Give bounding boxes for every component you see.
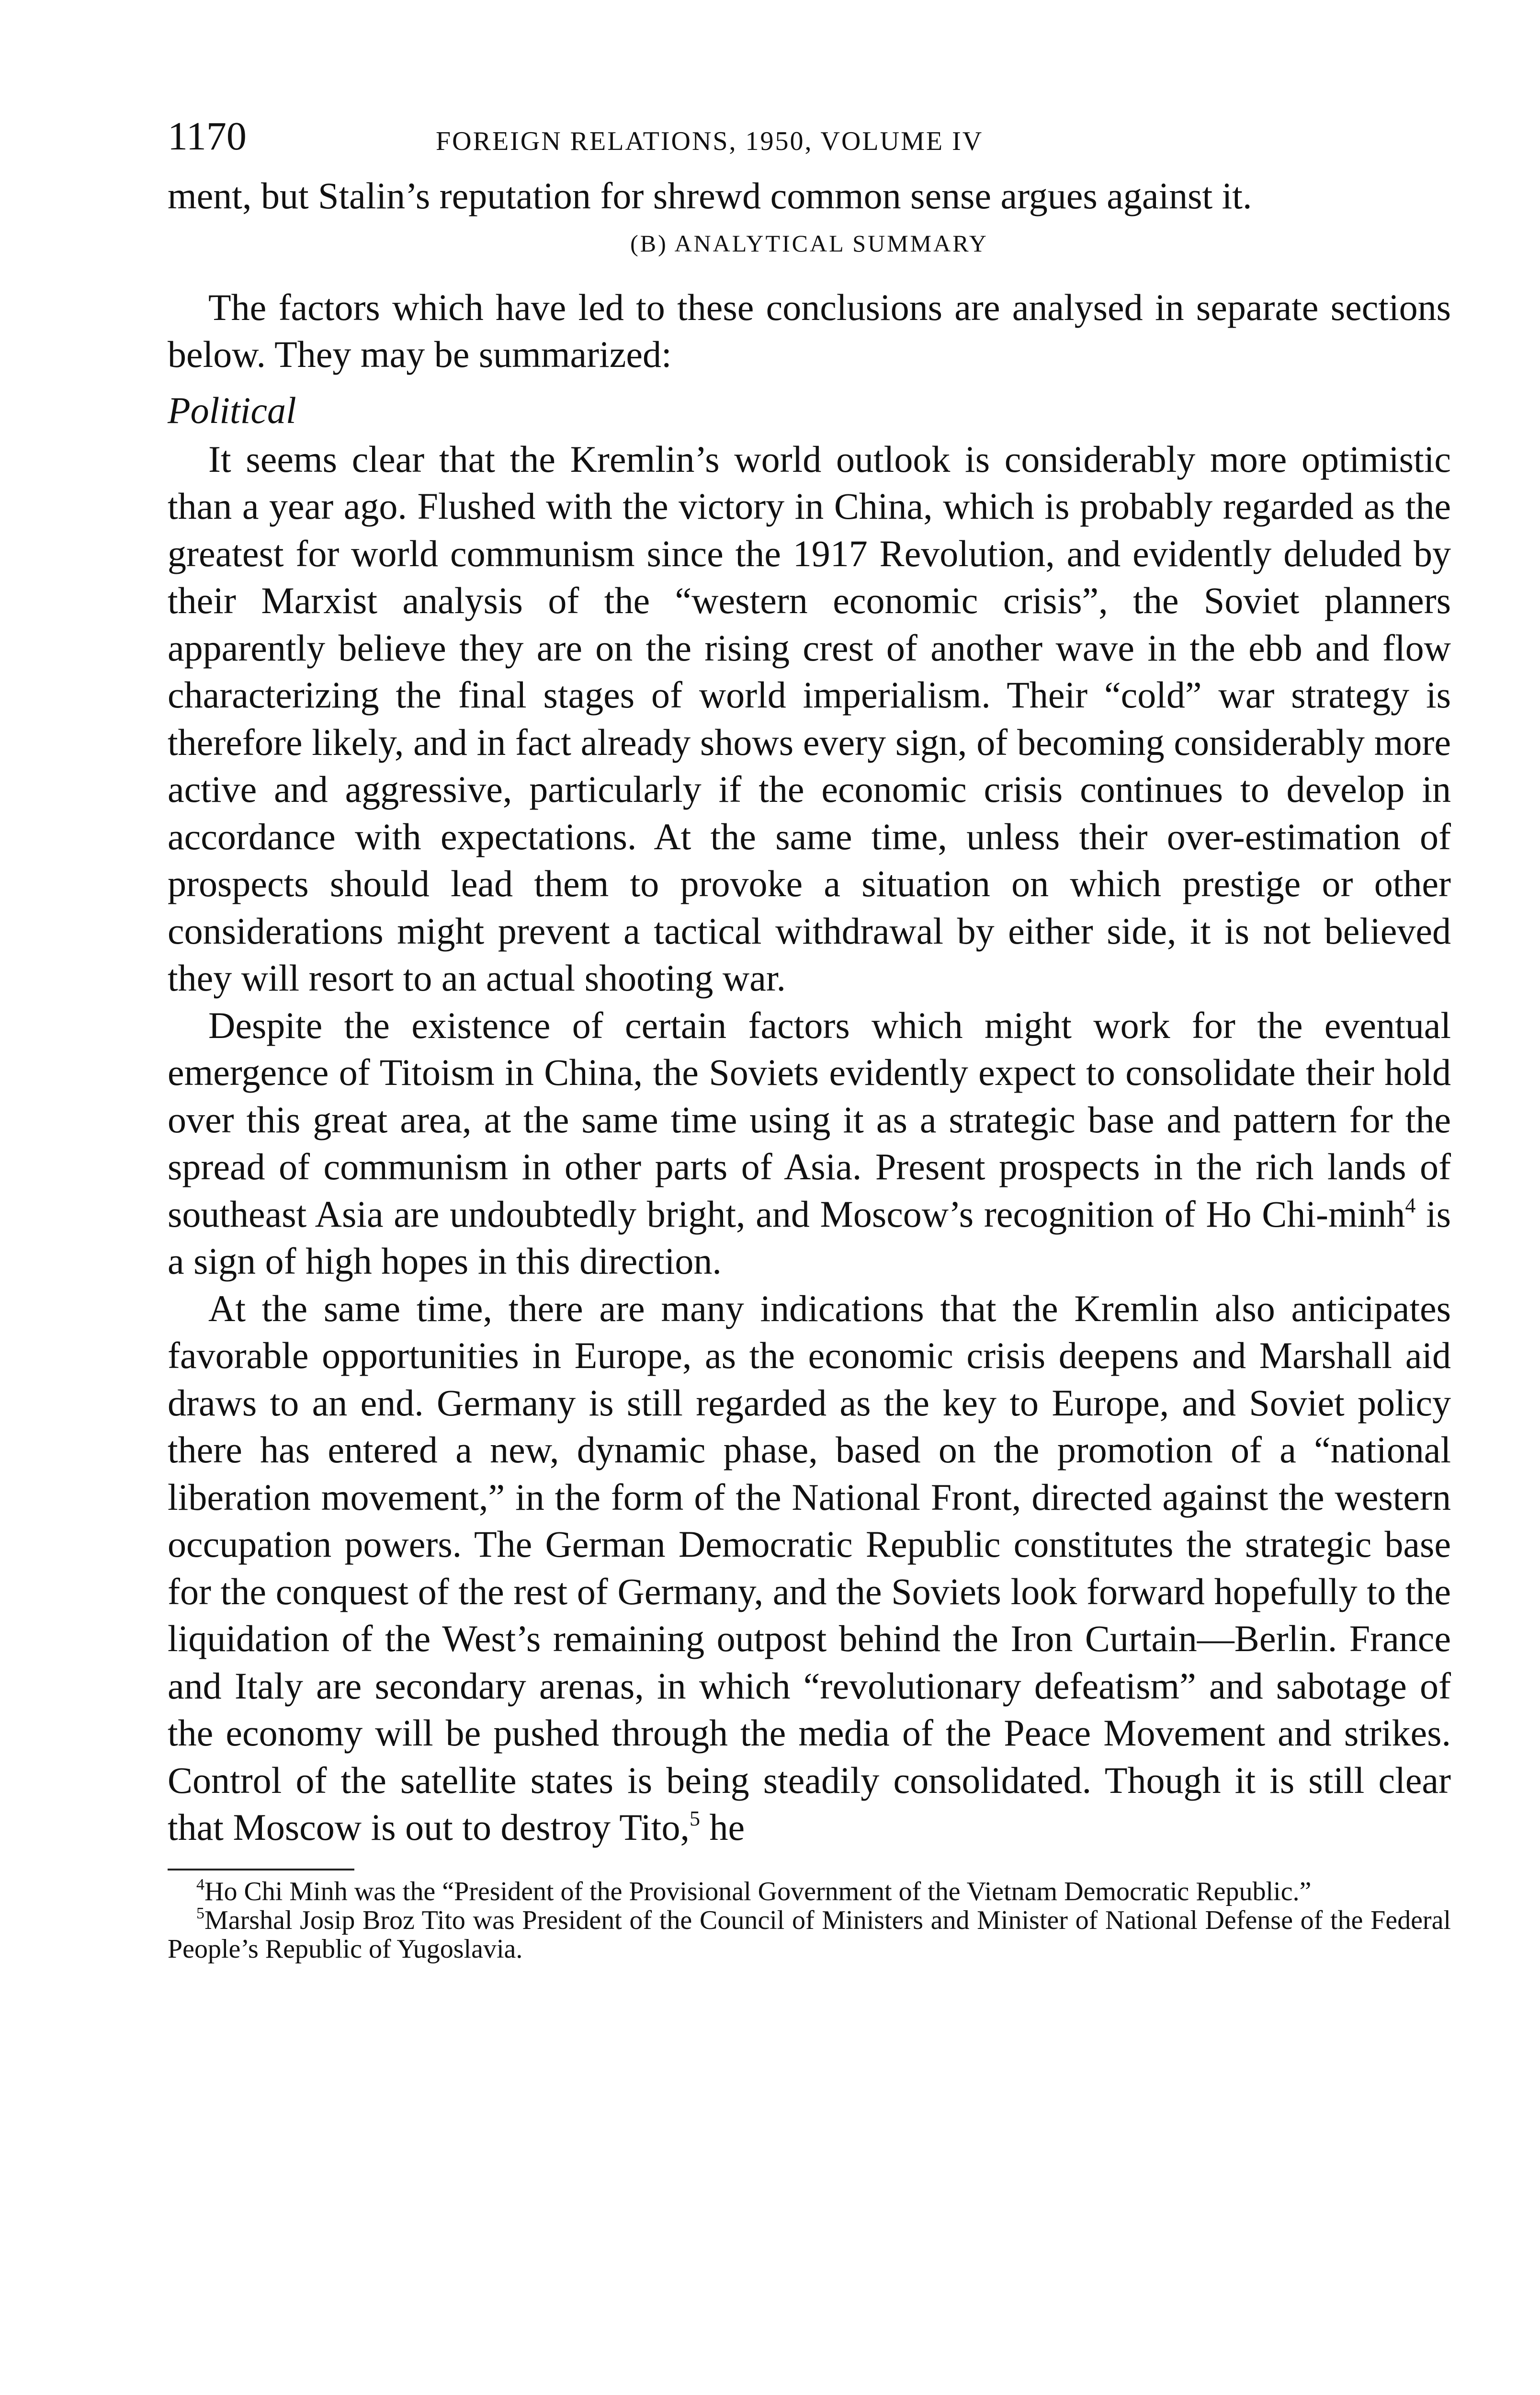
- footnote-marker: 4: [196, 1875, 204, 1893]
- footnote-text: Marshal Josip Broz Tito was President of the Council of Ministers and Minister of National Defense of the Federal People’s Republic of Yugoslavia.: [168, 1905, 1451, 1964]
- running-head: [168, 101, 1451, 172]
- document-page: [168, 101, 1451, 1963]
- paragraph-political-2: [168, 1002, 1451, 1285]
- footnote-5: [168, 1906, 1451, 1963]
- page-number: 1170: [168, 114, 247, 159]
- footnotes: [168, 1877, 1451, 1963]
- footnote-reference-4: 4: [1405, 1193, 1416, 1217]
- paragraph-text: At the same time, there are many indications that the Kremlin also anticipates favorable opportunities in Europe, as the economic crisis deepens and Marshall aid draws to an end. Germany is still regarded as the key to Europe, and Soviet policy there has entered a new, dynamic phase, based on the promotion of a “national liberation movement,” in the form of the National Front, directed against the western occupation powers. The German Democratic Republic constitutes the strategic base for the conquest of the rest of Germany, and the Soviets look forward hopefully to the liquidation of the West’s remaining outpost behind the Iron Curtain—Berlin. France and Italy are secondary arenas, in which “revolutionary defeatism” and sabotage of the economy will be pushed through the media of the Peace Movement and strikes. Control of the satellite states is being steadily consolidated. Though it is still clear that Moscow is out to destroy Tito,: [168, 1287, 1451, 1848]
- section-heading: (B) ANALYTICAL SUMMARY: [630, 229, 988, 257]
- intro-paragraph: The factors which have led to these conclusions are analysed in separate sections below. They may be summarized:: [168, 286, 1451, 375]
- paragraph-text: Despite the existence of certain factors which might work for the eventual emergence of Titoism in China, the Soviets evidently expect to consolidate their hold over this great area, at the same time using it as a strategic base and pattern for the spread of communism in other parts of Asia. Present prospects in the rich lands of southeast Asia are undoubtedly bright, and Moscow’s recognition of Ho Chi-minh: [168, 1004, 1451, 1235]
- paragraph-text: he: [700, 1806, 745, 1848]
- running-title: FOREIGN RELATIONS, 1950, VOLUME IV: [436, 126, 984, 156]
- footnote-4: [168, 1877, 1451, 1906]
- footnote-text: Ho Chi Minh was the “President of the Provisional Government of the Vietnam Democratic Republic.”: [204, 1876, 1312, 1906]
- paragraph-text: is a sign of high hopes in this direction.: [168, 1193, 1451, 1282]
- subhead-political: Political: [168, 389, 296, 431]
- body-text: [168, 172, 1451, 1851]
- paragraph-political-3: [168, 1285, 1451, 1851]
- paragraph-political-1: It seems clear that the Kremlin’s world outlook is considerably more optimistic than a year ago. Flushed with the victory in China, which is probably regarded as the greatest for world communism since the 1917 Revolution, and evidently deluded by their Marxist analysis of the “western economic crisis”, the Soviet planners apparently believe they are on the rising crest of another wave in the ebb and flow characterizing the final stages of world imperialism. Their “cold” war strategy is therefore likely, and in fact already shows every sign, of becoming considerably more active and aggressive, particularly if the economic crisis continues to develop in accordance with expectations. At the same time, unless their over-estimation of prospects should lead them to provoke a situation on which prestige or other considerations might prevent a tactical withdrawal by either side, it is not believed they will resort to an actual shooting war.: [168, 438, 1451, 999]
- footnote-reference-5: 5: [689, 1807, 700, 1830]
- opening-fragment: ment, but Stalin’s reputation for shrewd common sense argues against it.: [168, 175, 1252, 217]
- footnote-divider: [168, 1869, 354, 1870]
- footnote-marker: 5: [196, 1904, 204, 1922]
